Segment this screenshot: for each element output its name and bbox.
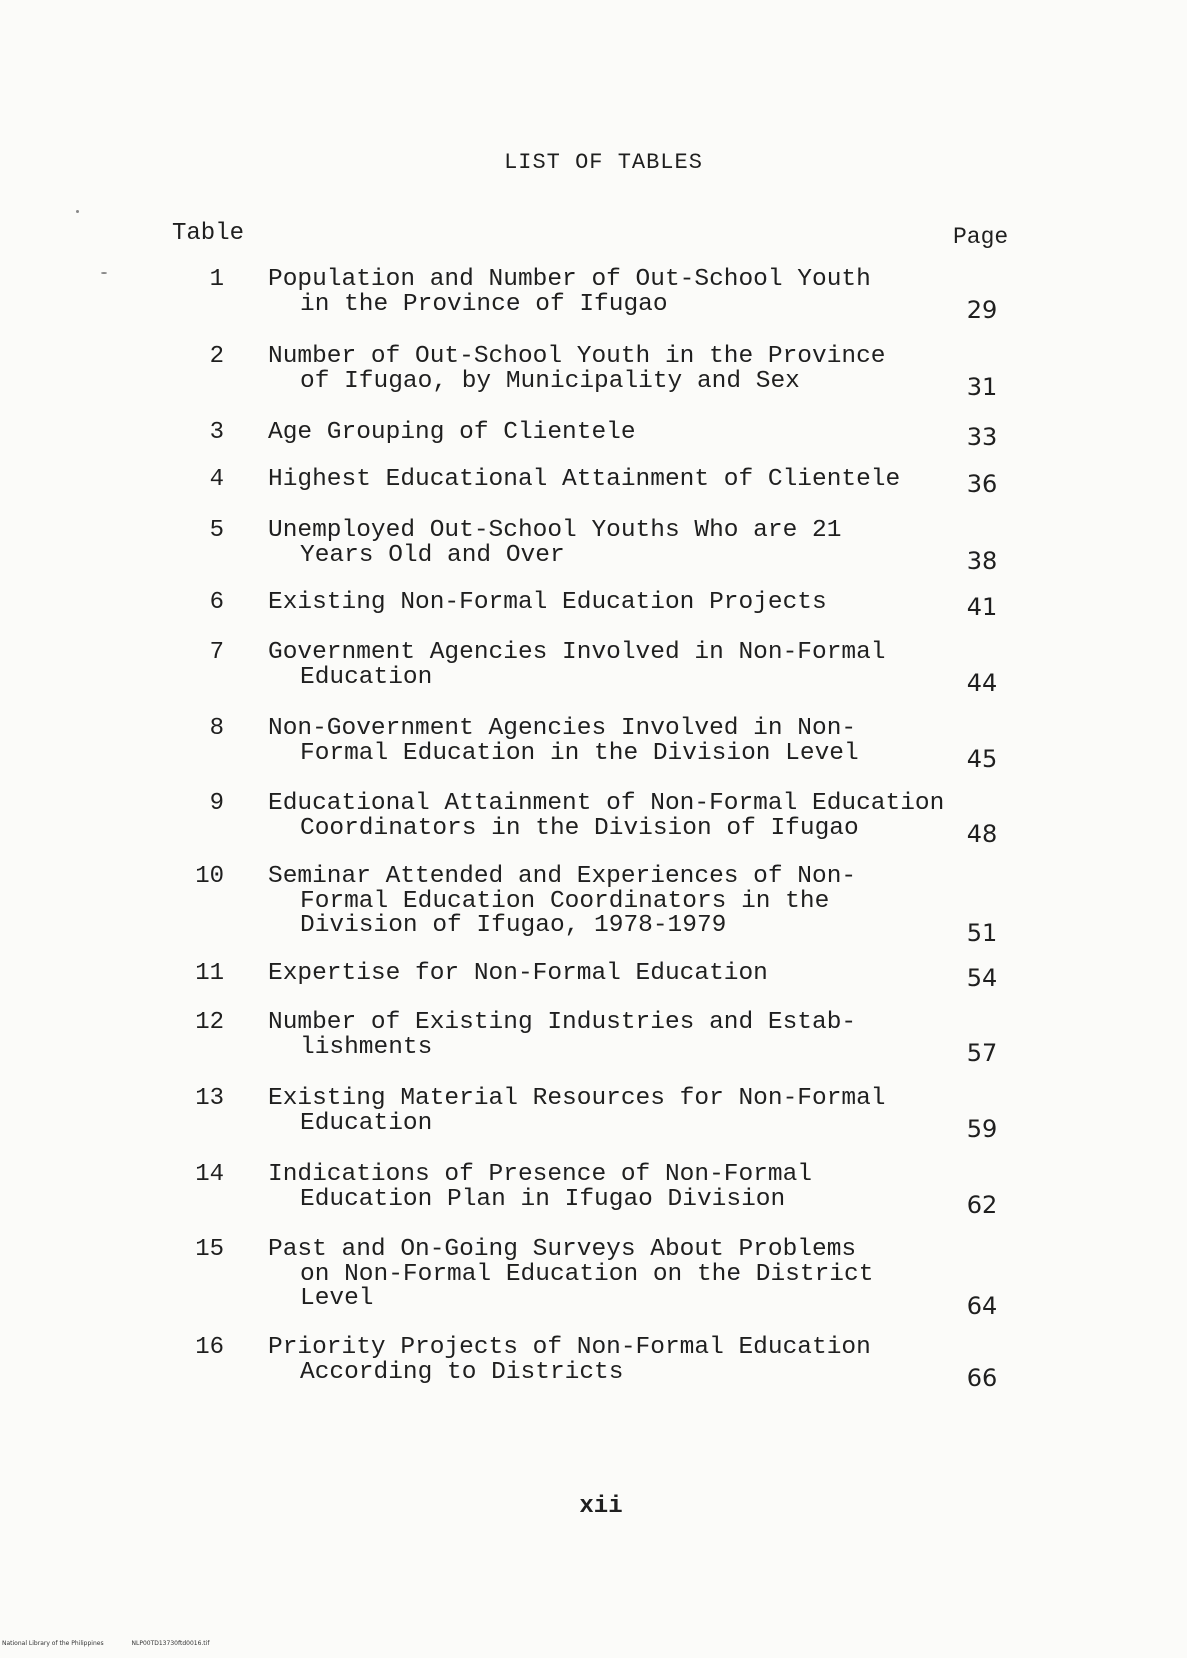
page-ref: 31	[966, 373, 998, 401]
table-number: 10	[195, 863, 224, 890]
page-ref: 38	[966, 547, 998, 575]
page-ref: 41	[966, 593, 998, 621]
table-number: 13	[195, 1085, 224, 1112]
scan-speck	[76, 210, 79, 213]
table-number: 14	[195, 1161, 224, 1188]
table-title-line: Education	[300, 1109, 433, 1137]
table-title-line: of Ifugao, by Municipality and Sex	[300, 367, 800, 395]
table-title-line: Coordinators in the Division of Ifugao	[300, 814, 859, 842]
toc-row	[0, 519, 1187, 579]
table-title-line: Unemployed Out-School Youths Who are 21	[268, 517, 842, 544]
toc-row	[0, 1336, 1187, 1396]
toc-row	[0, 345, 1187, 405]
table-title	[268, 1011, 968, 1060]
table-number: 2	[209, 343, 224, 370]
table-title	[268, 792, 968, 841]
table-number: 12	[195, 1009, 224, 1036]
table-title-line: Seminar Attended and Experiences of Non-	[268, 863, 857, 890]
table-title-line: Past and On-Going Surveys About Problems	[268, 1236, 857, 1263]
scan-footer	[2, 1641, 235, 1647]
footer-library: National Library of the Philippines	[2, 1640, 104, 1647]
table-title-line: Number of Out-School Youth in the Province	[268, 343, 886, 370]
table-number: 6	[209, 589, 224, 616]
table-title-line: Existing Material Resources for Non-Formal	[268, 1085, 886, 1112]
table-number: 7	[209, 639, 224, 666]
page-ref: 59	[966, 1115, 998, 1143]
table-title	[268, 268, 968, 317]
table-title-line: on Non-Formal Education on the District	[300, 1260, 874, 1288]
toc-row	[0, 1011, 1187, 1071]
page-heading: LIST OF TABLES	[504, 150, 703, 175]
page-ref: 51	[966, 919, 998, 947]
toc-row	[0, 268, 1187, 328]
table-number: 3	[209, 419, 224, 446]
table-title	[268, 591, 968, 616]
table-number: 15	[195, 1236, 224, 1263]
page-ref: 33	[966, 423, 998, 451]
table-number: 4	[209, 466, 224, 493]
table-title	[268, 468, 968, 493]
page-ref: 45	[966, 745, 998, 773]
column-header-table: Table	[172, 220, 245, 247]
table-title-line: Level	[300, 1285, 374, 1312]
table-title-line: Education Plan in Ifugao Division	[300, 1185, 786, 1213]
page-ref: 54	[966, 964, 998, 992]
table-title-line: Education	[300, 663, 433, 691]
table-title-line: Educational Attainment of Non-Formal Education	[268, 790, 945, 817]
table-title-line: Government Agencies Involved in Non-Formal	[268, 639, 886, 666]
table-title-line: Age Grouping of Clientele	[268, 419, 636, 446]
table-title-line: Number of Existing Industries and Estab-	[268, 1009, 857, 1036]
table-title	[268, 519, 968, 568]
page-ref: 57	[966, 1039, 998, 1067]
toc-row	[0, 641, 1187, 701]
toc-row	[0, 1087, 1187, 1147]
page-ref: 29	[966, 296, 998, 324]
page-ref: 48	[966, 820, 998, 848]
table-title	[268, 421, 968, 446]
footer-file: NLP00TD13730ftd0016.tif	[131, 1640, 210, 1647]
table-title	[268, 962, 968, 987]
table-title	[268, 1238, 968, 1312]
table-number: 9	[209, 790, 224, 817]
table-title	[268, 1163, 968, 1212]
table-number: 8	[209, 715, 224, 742]
table-title-line: Division of Ifugao, 1978-1979	[300, 912, 727, 939]
table-title-line: Population and Number of Out-School Youth	[268, 266, 871, 293]
table-number: 1	[209, 266, 224, 293]
page-ref: 64	[966, 1292, 998, 1320]
table-title-line: According to Districts	[300, 1358, 624, 1386]
table-title-line: Priority Projects of Non-Formal Education	[268, 1334, 871, 1361]
toc-row	[0, 792, 1187, 852]
toc-row	[0, 717, 1187, 777]
page-ref: 66	[966, 1364, 998, 1392]
table-title	[268, 1087, 968, 1136]
table-number: 16	[195, 1334, 224, 1361]
page-ref: 62	[966, 1191, 998, 1219]
table-title-line: Indications of Presence of Non-Formal	[268, 1161, 812, 1188]
table-title-line: Highest Educational Attainment of Clientele	[268, 466, 901, 493]
table-title-line: Non-Government Agencies Involved in Non-	[268, 715, 857, 742]
table-title-line: Formal Education in the Division Level	[300, 739, 859, 767]
table-number: 5	[209, 517, 224, 544]
table-title-line: Expertise for Non-Formal Education	[268, 960, 768, 987]
table-title	[268, 1336, 968, 1385]
table-title-line: lishments	[300, 1033, 433, 1061]
scan-speck	[101, 272, 107, 274]
column-header-page: Page	[953, 224, 1009, 250]
page-ref: 36	[966, 470, 998, 498]
table-title-line: in the Province of Ifugao	[300, 290, 668, 318]
table-title	[268, 865, 968, 939]
table-title	[268, 345, 968, 394]
table-number: 11	[195, 960, 224, 987]
table-title-line: Existing Non-Formal Education Projects	[268, 589, 827, 616]
table-title-line: Years Old and Over	[300, 541, 565, 569]
table-title	[268, 641, 968, 690]
table-title	[268, 717, 968, 766]
page-number: xii	[579, 1493, 623, 1520]
toc-row	[0, 863, 1187, 947]
table-title-line: Formal Education Coordinators in the	[300, 887, 830, 915]
toc-row	[0, 1163, 1187, 1223]
toc-row	[0, 1236, 1187, 1320]
page-ref: 44	[966, 669, 998, 697]
